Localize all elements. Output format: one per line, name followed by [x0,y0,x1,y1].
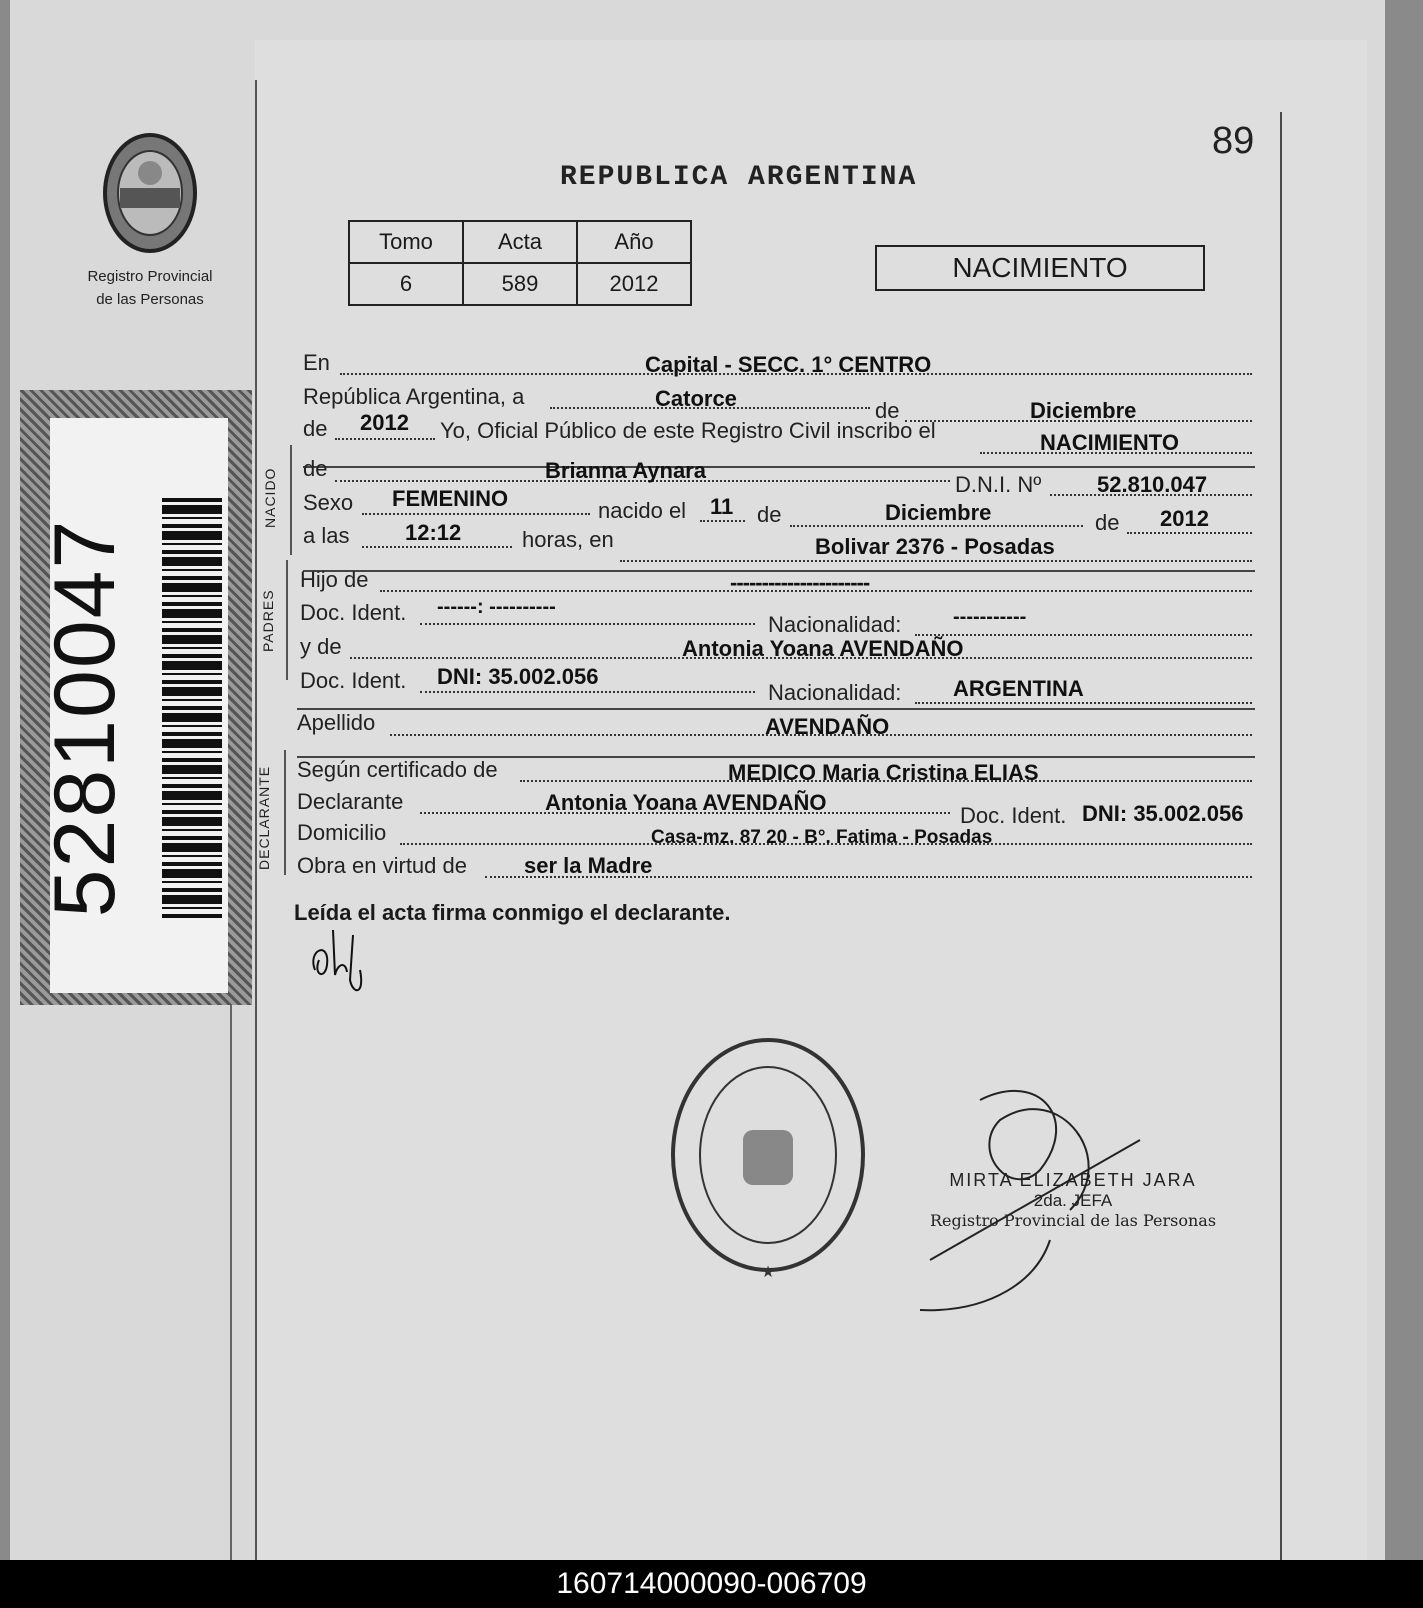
value-tipo: NACIMIENTO [1040,430,1179,455]
signatory-name: MIRTA ELIZABETH JARA [949,1170,1197,1190]
label-republica: República Argentina, a [303,384,525,409]
document-code: 160714000090-006709 [556,1567,867,1600]
label-segun: Según certificado de [297,757,498,782]
value-padre: ---------------------- [730,570,870,595]
margin-line-lower [230,980,232,1560]
page-number: 89 [1212,120,1255,162]
value-madre: Antonia Yoana AVENDAÑO [682,636,964,661]
value-acta: 589 [463,263,577,305]
dotted-line [335,438,435,440]
side-label-nacido: NACIDO [262,467,278,528]
value-anio-nac: 2012 [1160,506,1209,531]
value-sexo: FEMENINO [392,486,509,511]
value-padre-nac: ----------- [953,606,1027,628]
label-y-de: y de [300,634,342,659]
section-bracket [284,750,286,875]
value-hora: 12:12 [405,520,462,545]
section-bracket [290,445,292,555]
registry-logo [85,128,215,308]
header-tomo: Tomo [349,221,463,263]
signatory-role: 2da. JEFA [1033,1191,1113,1210]
side-label-padres: PADRES [260,589,276,652]
header-acta: Acta [463,221,577,263]
registry-name-line2: de las Personas [96,291,204,308]
label-de-mes: de [875,398,900,423]
value-anio: 2012 [577,263,691,305]
label-de2: de [757,502,782,527]
value-declarante-doc: DNI: 35.002.056 [1082,801,1244,826]
value-dia-nac: 11 [710,494,734,519]
barcode-label [20,390,252,1005]
value-mes: Diciembre [1030,398,1137,423]
label-a-las: a las [303,523,350,548]
section-separator [297,708,1255,710]
label-horas: horas, en [522,527,614,552]
label-dni: D.N.I. Nº [955,472,1042,497]
label-en: En [303,350,330,375]
label-doc-ident-madre: Doc. Ident. [300,668,407,693]
header-anio: Año [577,221,691,263]
label-hijo-de: Hijo de [300,567,369,592]
dotted-line [620,560,1252,562]
value-apellido: AVENDAÑO [765,714,890,739]
document-code-bar [0,1560,1423,1608]
dotted-line [362,513,590,515]
value-madre-doc: DNI: 35.002.056 [437,664,599,689]
label-domicilio: Domicilio [297,820,387,845]
label-sexo: Sexo [303,490,354,515]
signatory-org: Registro Provincial de las Personas [930,1211,1217,1230]
value-anio: 2012 [360,410,409,435]
value-dia-letras: Catorce [655,386,737,411]
signatory-block [930,1170,1216,1230]
value-mes-nac: Diciembre [885,500,992,525]
registry-name-line1: Registro Provincial [87,268,213,285]
value-domicilio: Casa-mz. 87 20 - B°. Fatima - Posadas [651,827,993,848]
label-doc-ident-padre: Doc. Ident. [300,600,407,625]
value-tomo: 6 [349,263,463,305]
dotted-line [420,691,755,693]
value-nombre: Brianna Aynara [545,458,706,483]
official-stamp [668,1035,868,1285]
value-declarante: Antonia Yoana AVENDAÑO [545,790,827,815]
declarant-signature [305,920,375,1000]
dotted-line [420,623,755,625]
value-dni: 52.810.047 [1097,472,1208,497]
label-nacionalidad-padre: Nacionalidad: [768,612,902,637]
value-lugar: Capital - SECC. 1° CENTRO [645,352,932,377]
label-apellido: Apellido [297,710,376,735]
label-de-anio: de [303,416,328,441]
coat-of-arms-icon [95,128,205,258]
label-obra: Obra en virtud de [297,853,467,878]
label-nacido-el: nacido el [598,498,687,523]
value-padre-doc: ------: ---------- [437,596,556,618]
barcode-dni-number: 52810047 [37,518,133,918]
right-margin-line [1280,112,1282,1560]
section-separator [303,466,1255,468]
country-heading: REPUBLICA ARGENTINA [560,162,918,193]
section-bracket [286,560,288,680]
svg-text:★: ★ [760,1262,776,1281]
dotted-line [362,546,512,548]
label-nacionalidad-madre: Nacionalidad: [768,680,902,705]
dotted-line [1127,532,1252,534]
label-declarante: Declarante [297,789,404,814]
label-doc-ident-declarante: Doc. Ident. [960,803,1067,828]
label-de3: de [1095,510,1120,535]
dotted-line [915,702,1252,704]
record-type-box: NACIMIENTO [875,245,1205,291]
value-madre-nac: ARGENTINA [953,676,1084,701]
registry-table [348,220,692,306]
closing-statement: Leída el acta firma conmigo el declarante. [294,900,731,925]
dotted-line [700,520,745,522]
side-label-declarante: DECLARANTE [256,765,272,870]
value-certificado: MEDICO Maria Cristina ELIAS [728,760,1039,785]
value-lugar-nac: Bolivar 2376 - Posadas [815,534,1055,559]
label-yo: Yo, Oficial Público de este Registro Civil inscribo el [440,418,936,443]
label-de-nombre: de [303,456,328,481]
value-obra: ser la Madre [524,853,653,878]
dotted-line [915,634,1252,636]
barcode [162,498,222,918]
